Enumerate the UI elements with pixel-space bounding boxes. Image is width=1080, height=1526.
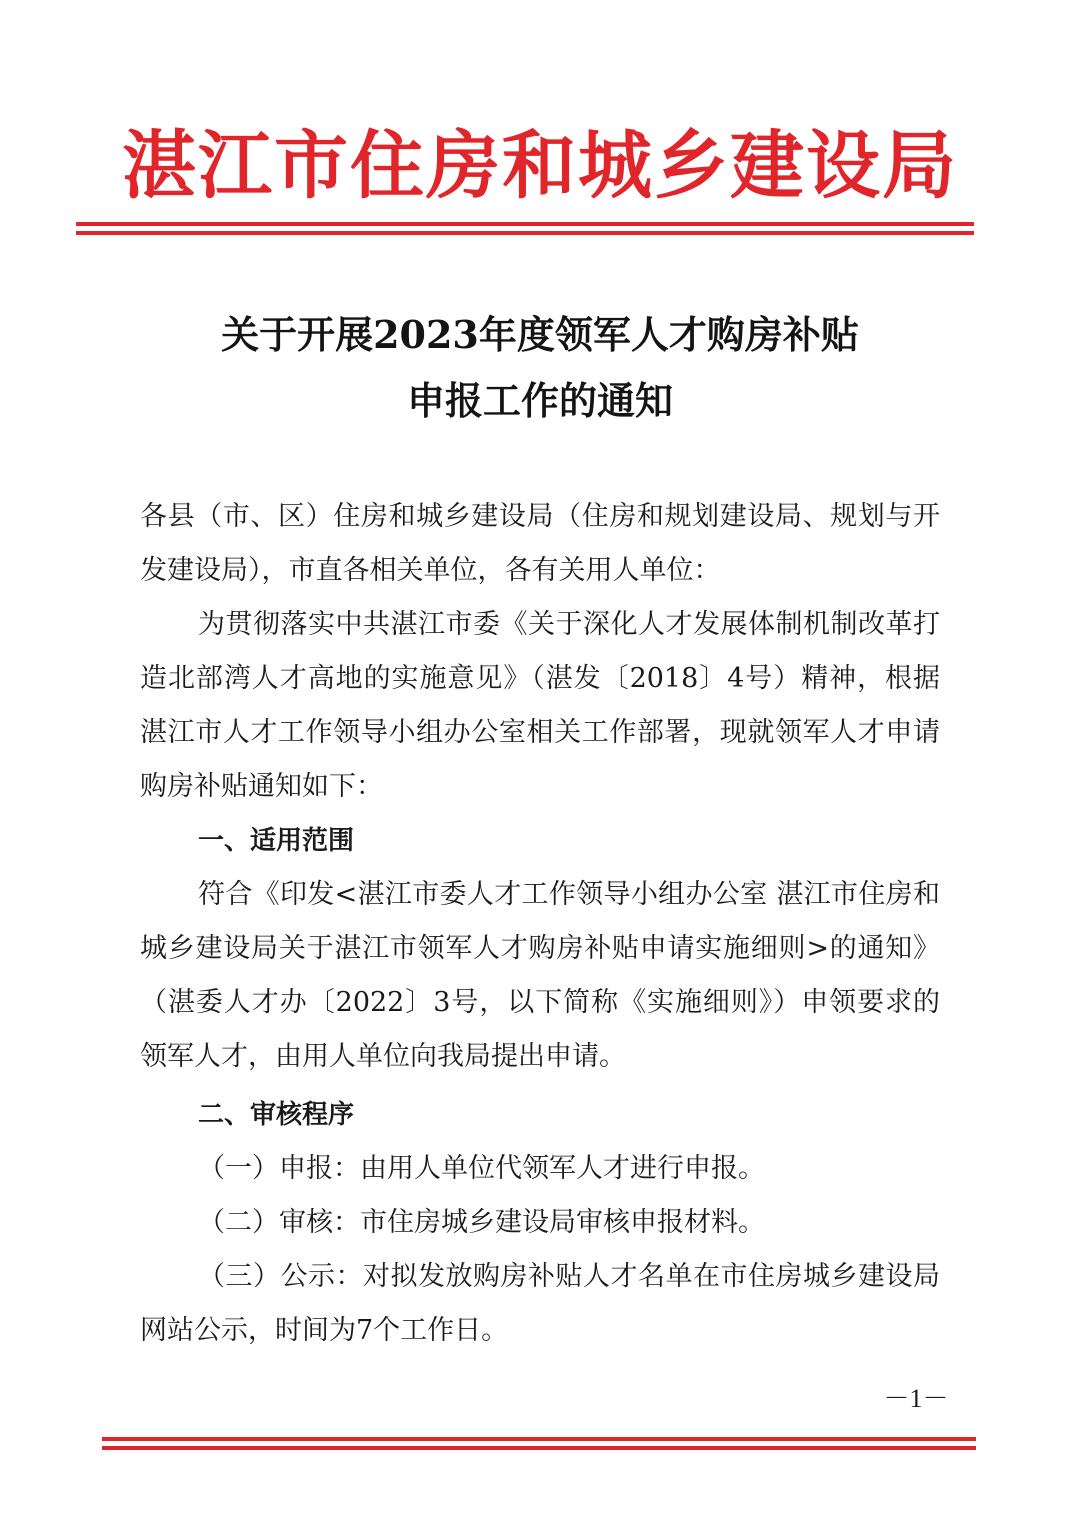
header-rule-bottom	[76, 231, 974, 235]
step-1-paragraph: （一）申报：由用人单位代领军人才进行申报。	[198, 1153, 765, 1184]
section-1-paragraph: 符合《印发<湛江市委人才工作领导小组办公室 湛江市住房和城乡建设局关于湛江市领军人才购房补贴申请实施细则>的通知》（湛委人才办〔2022〕3号，以下简称《实施细则》）申领要求的领军人才，由用人单位向我局提出申请。	[140, 879, 940, 1072]
header-rule-top	[76, 222, 974, 226]
footer-rule-bottom	[102, 1446, 976, 1450]
document-title-line-2: 申报工作的通知	[406, 378, 673, 423]
page-number: －1－	[883, 1384, 949, 1413]
section-2-heading: 二、审核程序	[198, 1100, 355, 1130]
document-title-line-1: 关于开展2023年度领军人才购房补贴	[221, 312, 859, 357]
addressee-paragraph: 各县（市、区）住房和城乡建设局（住房和规划建设局、规划与开发建设局），市直各相关单位，各有关用人单位：	[140, 501, 940, 586]
step-3-paragraph: （三）公示：对拟发放购房补贴人才名单在市住房城乡建设局网站公示，时间为7个工作日。	[140, 1261, 940, 1346]
issuer-header: 湛江市住房和城乡建设局	[122, 123, 958, 209]
document-body	[140, 490, 940, 1358]
step-2-paragraph: （二）审核：市住房城乡建设局审核申报材料。	[198, 1207, 765, 1238]
footer-rule-top	[102, 1437, 976, 1441]
section-1-heading: 一、适用范围	[198, 826, 355, 856]
intro-paragraph: 为贯彻落实中共湛江市委《关于深化人才发展体制机制改革打造北部湾人才高地的实施意见》（湛发〔2018〕4号）精神，根据湛江市人才工作领导小组办公室相关工作部署，现就领军人才申请购房补贴通知如下：	[140, 609, 940, 802]
